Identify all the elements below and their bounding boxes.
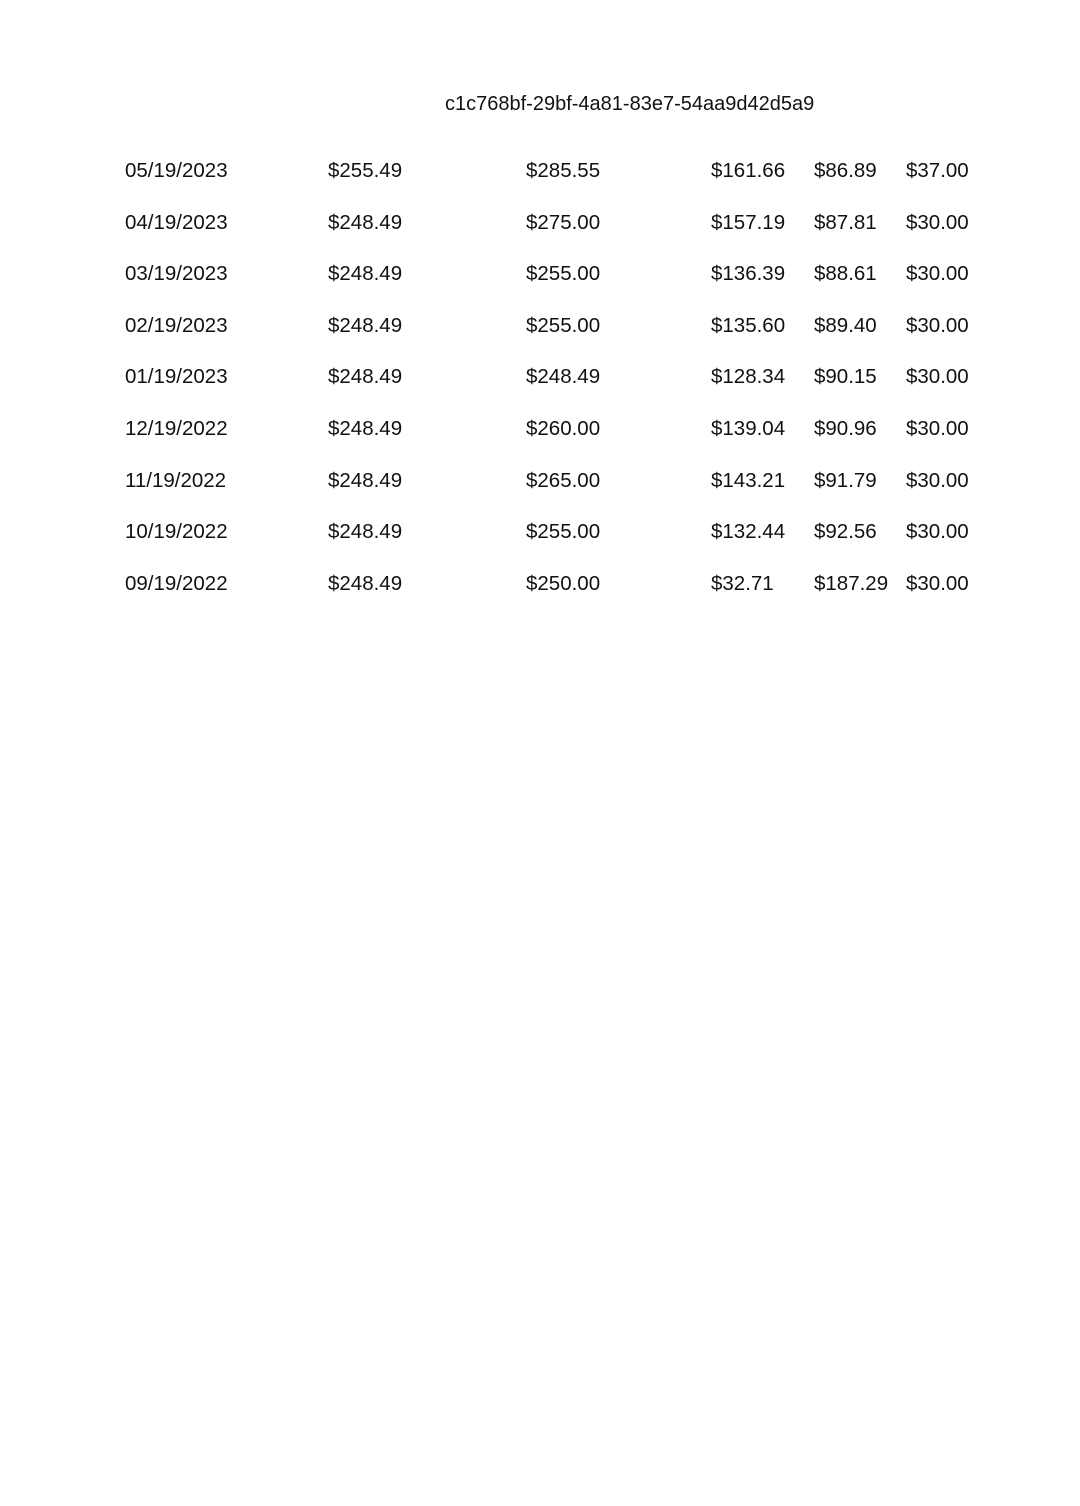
amount-cell: $30.00 — [906, 520, 969, 544]
amount-cell: $248.49 — [328, 313, 403, 337]
table-row — [0, 468, 1080, 520]
table-row — [0, 261, 1080, 313]
amount-cell: $30.00 — [906, 365, 969, 389]
amount-cell: $265.00 — [526, 468, 601, 492]
table-row — [0, 519, 1080, 571]
amount-cell: $132.44 — [711, 520, 786, 544]
amount-cell: $30.00 — [906, 313, 969, 337]
table-row — [0, 416, 1080, 468]
amount-cell: $88.61 — [814, 262, 877, 286]
amount-cell: $128.34 — [711, 365, 786, 389]
table-row — [0, 313, 1080, 365]
amount-cell: $92.56 — [814, 520, 877, 544]
amount-cell: $30.00 — [906, 571, 969, 595]
amount-cell: $30.00 — [906, 468, 969, 492]
date-cell: 11/19/2022 — [125, 468, 227, 492]
amount-cell: $248.49 — [328, 365, 403, 389]
amount-cell: $255.49 — [328, 159, 403, 182]
date-cell: 05/19/2023 — [125, 159, 228, 182]
amount-cell: $275.00 — [526, 210, 601, 234]
payment-table — [0, 158, 1080, 622]
amount-cell: $255.00 — [526, 262, 601, 286]
amount-cell: $91.79 — [814, 468, 877, 492]
date-cell: 09/19/2022 — [125, 571, 228, 595]
amount-cell: $136.39 — [711, 262, 786, 286]
date-cell: 01/19/2023 — [125, 365, 228, 389]
amount-cell: $30.00 — [906, 262, 969, 286]
table-row — [0, 210, 1080, 262]
amount-cell: $161.66 — [711, 159, 786, 182]
amount-cell: $255.00 — [526, 313, 601, 337]
date-cell: 12/19/2022 — [125, 416, 228, 440]
document-id: c1c768bf-29bf-4a81-83e7-54aa9d42d5a9 — [445, 93, 815, 115]
amount-cell: $285.55 — [526, 159, 601, 182]
amount-cell: $255.00 — [526, 520, 601, 544]
amount-cell: $90.96 — [814, 416, 877, 440]
table-row — [0, 158, 1080, 210]
amount-cell: $248.49 — [328, 210, 403, 234]
amount-cell: $30.00 — [906, 416, 969, 440]
amount-cell: $250.00 — [526, 571, 601, 595]
amount-cell: $87.81 — [814, 210, 877, 234]
amount-cell: $248.49 — [328, 520, 403, 544]
amount-cell: $139.04 — [711, 416, 786, 440]
amount-cell: $248.49 — [328, 416, 403, 440]
amount-cell: $248.49 — [328, 468, 403, 492]
table-row — [0, 571, 1080, 623]
amount-cell: $143.21 — [711, 468, 786, 492]
amount-cell: $260.00 — [526, 416, 601, 440]
amount-cell: $30.00 — [906, 210, 969, 234]
amount-cell: $32.71 — [711, 571, 774, 595]
date-cell: 02/19/2023 — [125, 313, 228, 337]
amount-cell: $248.49 — [328, 262, 403, 286]
date-cell: 04/19/2023 — [125, 210, 228, 234]
date-cell: 10/19/2022 — [125, 520, 228, 544]
amount-cell: $135.60 — [711, 313, 786, 337]
amount-cell: $90.15 — [814, 365, 877, 389]
table-row — [0, 364, 1080, 416]
amount-cell: $187.29 — [814, 571, 889, 595]
amount-cell: $86.89 — [814, 159, 877, 182]
amount-cell: $89.40 — [814, 313, 877, 337]
amount-cell: $248.49 — [526, 365, 601, 389]
date-cell: 03/19/2023 — [125, 262, 228, 286]
amount-cell: $37.00 — [906, 159, 969, 182]
amount-cell: $248.49 — [328, 571, 403, 595]
amount-cell: $157.19 — [711, 210, 786, 234]
